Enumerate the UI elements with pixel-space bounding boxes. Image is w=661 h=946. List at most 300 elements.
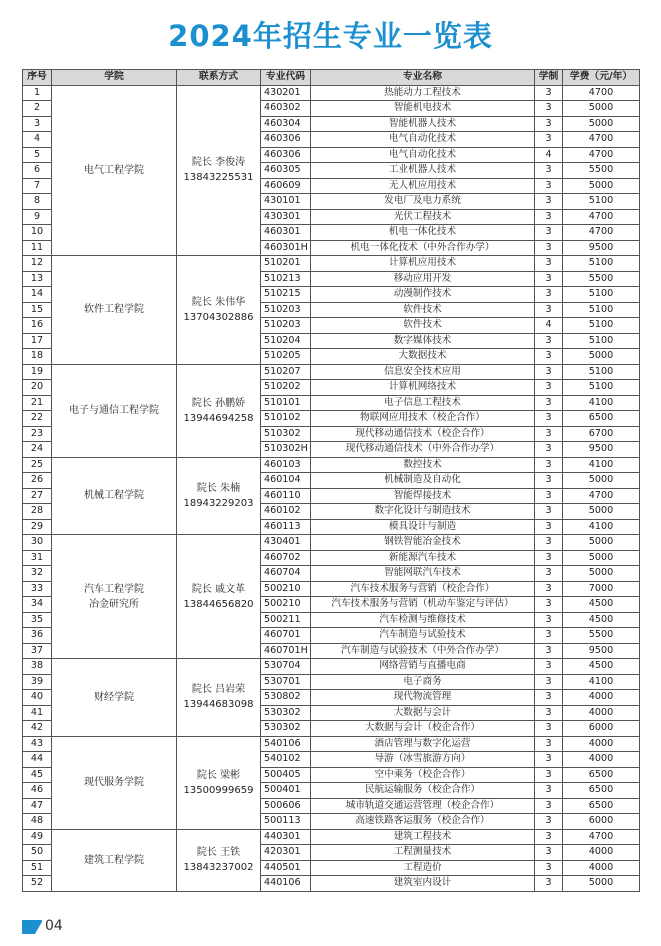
cell-major: 工程造价	[311, 860, 535, 876]
cell-seq: 12	[23, 256, 52, 272]
cell-seq: 41	[23, 705, 52, 721]
cell-seq: 9	[23, 209, 52, 225]
cell-years: 3	[535, 271, 563, 287]
cell-code: 460302	[261, 101, 311, 117]
table-row	[23, 85, 640, 101]
cell-seq: 26	[23, 473, 52, 489]
cell-years: 3	[535, 194, 563, 210]
cell-years: 3	[535, 550, 563, 566]
cell-years: 3	[535, 442, 563, 458]
cell-fee: 4100	[563, 519, 640, 535]
cell-major: 城市轨道交通运营管理（校企合作）	[311, 798, 535, 814]
header-contact: 联系方式	[177, 70, 261, 86]
cell-code: 540102	[261, 752, 311, 768]
cell-code: 510203	[261, 302, 311, 318]
cell-years: 3	[535, 256, 563, 272]
cell-major: 现代物流管理	[311, 690, 535, 706]
cell-seq: 8	[23, 194, 52, 210]
cell-code: 440501	[261, 860, 311, 876]
cell-seq: 42	[23, 721, 52, 737]
cell-years: 4	[535, 147, 563, 163]
table-row	[23, 535, 640, 551]
cell-major: 民航运输服务（校企合作）	[311, 783, 535, 799]
cell-college: 财经学院	[52, 659, 177, 737]
cell-years: 3	[535, 457, 563, 473]
cell-fee: 6500	[563, 783, 640, 799]
cell-college: 软件工程学院	[52, 256, 177, 365]
cell-college: 电气工程学院	[52, 85, 177, 256]
cell-seq: 30	[23, 535, 52, 551]
cell-seq: 28	[23, 504, 52, 520]
cell-code: 460306	[261, 132, 311, 148]
cell-seq: 6	[23, 163, 52, 179]
contact-person: 院长 李俊涛	[191, 157, 246, 169]
cell-seq: 10	[23, 225, 52, 241]
cell-major: 现代移动通信技术（中外合作办学）	[311, 442, 535, 458]
cell-years: 3	[535, 519, 563, 535]
cell-code: 510204	[261, 333, 311, 349]
cell-major: 数控技术	[311, 457, 535, 473]
cell-fee: 4700	[563, 147, 640, 163]
cell-major: 大数据技术	[311, 349, 535, 365]
cell-code: 460104	[261, 473, 311, 489]
table-row	[23, 659, 640, 675]
cell-fee: 5100	[563, 318, 640, 334]
cell-fee: 6500	[563, 798, 640, 814]
cell-fee: 5500	[563, 271, 640, 287]
cell-fee: 5100	[563, 333, 640, 349]
cell-major: 网络营销与直播电商	[311, 659, 535, 675]
cell-years: 3	[535, 411, 563, 427]
cell-seq: 18	[23, 349, 52, 365]
cell-seq: 34	[23, 597, 52, 613]
cell-fee: 5100	[563, 194, 640, 210]
cell-major: 汽车制造与试验技术（中外合作办学）	[311, 643, 535, 659]
cell-seq: 22	[23, 411, 52, 427]
cell-college: 汽车工程学院 冶金研究所	[52, 535, 177, 659]
cell-contact	[177, 829, 261, 891]
cell-seq: 21	[23, 395, 52, 411]
cell-fee: 6500	[563, 767, 640, 783]
cell-seq: 36	[23, 628, 52, 644]
contact-phone: 18943229203	[183, 497, 254, 509]
cell-years: 3	[535, 426, 563, 442]
cell-years: 3	[535, 767, 563, 783]
cell-fee: 4000	[563, 705, 640, 721]
cell-major: 空中乘务（校企合作）	[311, 767, 535, 783]
cell-seq: 43	[23, 736, 52, 752]
cell-fee: 6700	[563, 426, 640, 442]
cell-code: 510102	[261, 411, 311, 427]
cell-fee: 5000	[563, 504, 640, 520]
cell-seq: 40	[23, 690, 52, 706]
cell-contact	[177, 364, 261, 457]
cell-years: 3	[535, 163, 563, 179]
cell-years: 3	[535, 349, 563, 365]
cell-major: 建筑工程技术	[311, 829, 535, 845]
cell-code: 460704	[261, 566, 311, 582]
cell-seq: 39	[23, 674, 52, 690]
cell-seq: 15	[23, 302, 52, 318]
cell-major: 智能机器人技术	[311, 116, 535, 132]
cell-fee: 5100	[563, 302, 640, 318]
cell-fee: 4100	[563, 457, 640, 473]
cell-major: 软件技术	[311, 318, 535, 334]
cell-fee: 5100	[563, 287, 640, 303]
cell-years: 3	[535, 566, 563, 582]
cell-fee: 5100	[563, 256, 640, 272]
cell-code: 530302	[261, 721, 311, 737]
header-years: 学制	[535, 70, 563, 86]
cell-code: 530701	[261, 674, 311, 690]
cell-years: 3	[535, 302, 563, 318]
cell-years: 3	[535, 101, 563, 117]
cell-college: 现代服务学院	[52, 736, 177, 829]
cell-seq: 47	[23, 798, 52, 814]
cell-seq: 3	[23, 116, 52, 132]
cell-years: 4	[535, 318, 563, 334]
cell-major: 机电一体化技术	[311, 225, 535, 241]
cell-major: 智能焊接技术	[311, 488, 535, 504]
cell-code: 460113	[261, 519, 311, 535]
cell-major: 模具设计与制造	[311, 519, 535, 535]
cell-seq: 48	[23, 814, 52, 830]
cell-fee: 9500	[563, 442, 640, 458]
cell-code: 530704	[261, 659, 311, 675]
cell-years: 3	[535, 240, 563, 256]
cell-years: 3	[535, 798, 563, 814]
cell-seq: 44	[23, 752, 52, 768]
majors-table	[22, 69, 640, 892]
cell-fee: 4700	[563, 132, 640, 148]
cell-major: 软件技术	[311, 302, 535, 318]
cell-major: 光伏工程技术	[311, 209, 535, 225]
cell-major: 导游（冰雪旅游方向）	[311, 752, 535, 768]
cell-code: 510205	[261, 349, 311, 365]
cell-college: 建筑工程学院	[52, 829, 177, 891]
cell-code: 460102	[261, 504, 311, 520]
cell-years: 3	[535, 535, 563, 551]
cell-code: 460609	[261, 178, 311, 194]
cell-seq: 5	[23, 147, 52, 163]
cell-seq: 29	[23, 519, 52, 535]
cell-seq: 14	[23, 287, 52, 303]
cell-years: 3	[535, 597, 563, 613]
cell-code: 460301H	[261, 240, 311, 256]
cell-years: 3	[535, 380, 563, 396]
cell-years: 3	[535, 287, 563, 303]
contact-phone: 13843225531	[183, 172, 254, 184]
cell-major: 无人机应用技术	[311, 178, 535, 194]
cell-code: 510201	[261, 256, 311, 272]
cell-years: 3	[535, 705, 563, 721]
cell-fee: 4500	[563, 612, 640, 628]
cell-years: 3	[535, 674, 563, 690]
contact-phone: 13944683098	[183, 699, 254, 711]
cell-code: 460304	[261, 116, 311, 132]
cell-years: 3	[535, 488, 563, 504]
cell-code: 460103	[261, 457, 311, 473]
cell-years: 3	[535, 612, 563, 628]
cell-seq: 13	[23, 271, 52, 287]
cell-seq: 7	[23, 178, 52, 194]
cell-seq: 52	[23, 876, 52, 892]
cell-code: 460306	[261, 147, 311, 163]
cell-major: 计算机应用技术	[311, 256, 535, 272]
cell-years: 3	[535, 659, 563, 675]
cell-seq: 23	[23, 426, 52, 442]
cell-years: 3	[535, 504, 563, 520]
cell-contact	[177, 736, 261, 829]
cell-years: 3	[535, 581, 563, 597]
cell-fee: 5100	[563, 364, 640, 380]
cell-seq: 33	[23, 581, 52, 597]
cell-major: 大数据与会计（校企合作）	[311, 721, 535, 737]
cell-major: 高速铁路客运服务（校企合作）	[311, 814, 535, 830]
cell-code: 510203	[261, 318, 311, 334]
cell-years: 3	[535, 178, 563, 194]
cell-seq: 4	[23, 132, 52, 148]
cell-major: 计算机网络技术	[311, 380, 535, 396]
cell-code: 460305	[261, 163, 311, 179]
cell-major: 新能源汽车技术	[311, 550, 535, 566]
cell-code: 530802	[261, 690, 311, 706]
cell-code: 510213	[261, 271, 311, 287]
contact-person: 院长 梁彬	[196, 769, 241, 781]
contact-phone: 13944694258	[183, 412, 254, 424]
cell-fee: 4500	[563, 597, 640, 613]
cell-fee: 5000	[563, 566, 640, 582]
cell-fee: 4700	[563, 209, 640, 225]
cell-code: 500606	[261, 798, 311, 814]
cell-seq: 35	[23, 612, 52, 628]
cell-major: 钢铁智能冶金技术	[311, 535, 535, 551]
cell-fee: 5000	[563, 535, 640, 551]
cell-code: 460701H	[261, 643, 311, 659]
cell-seq: 20	[23, 380, 52, 396]
cell-years: 3	[535, 116, 563, 132]
cell-code: 510215	[261, 287, 311, 303]
cell-major: 物联网应用技术（校企合作）	[311, 411, 535, 427]
cell-years: 3	[535, 783, 563, 799]
cell-major: 工业机器人技术	[311, 163, 535, 179]
cell-contact	[177, 85, 261, 256]
cell-major: 智能机电技术	[311, 101, 535, 117]
cell-fee: 4700	[563, 488, 640, 504]
cell-fee: 4700	[563, 225, 640, 241]
cell-major: 数字化设计与制造技术	[311, 504, 535, 520]
cell-major: 机电一体化技术（中外合作办学）	[311, 240, 535, 256]
cell-code: 500113	[261, 814, 311, 830]
cell-years: 3	[535, 225, 563, 241]
cell-seq: 2	[23, 101, 52, 117]
cell-major: 信息安全技术应用	[311, 364, 535, 380]
cell-major: 现代移动通信技术（校企合作）	[311, 426, 535, 442]
table-row	[23, 457, 640, 473]
cell-code: 510202	[261, 380, 311, 396]
cell-fee: 6000	[563, 814, 640, 830]
cell-fee: 4000	[563, 860, 640, 876]
cell-major: 汽车技术服务与营销（校企合作）	[311, 581, 535, 597]
table-header-row	[23, 70, 640, 86]
cell-major: 酒店管理与数字化运营	[311, 736, 535, 752]
cell-code: 460702	[261, 550, 311, 566]
cell-fee: 5000	[563, 116, 640, 132]
table-row	[23, 364, 640, 380]
cell-years: 3	[535, 85, 563, 101]
cell-major: 数字媒体技术	[311, 333, 535, 349]
cell-code: 540106	[261, 736, 311, 752]
cell-years: 3	[535, 721, 563, 737]
cell-college: 机械工程学院	[52, 457, 177, 535]
table-row	[23, 829, 640, 845]
cell-contact	[177, 535, 261, 659]
cell-major: 汽车制造与试验技术	[311, 628, 535, 644]
table-body	[23, 85, 640, 891]
cell-seq: 25	[23, 457, 52, 473]
contact-phone: 13704302886	[183, 311, 254, 323]
cell-code: 510302H	[261, 442, 311, 458]
cell-code: 500405	[261, 767, 311, 783]
contact-person: 院长 朱楠	[196, 482, 241, 494]
cell-fee: 5000	[563, 101, 640, 117]
cell-seq: 46	[23, 783, 52, 799]
cell-code: 430101	[261, 194, 311, 210]
cell-major: 发电厂及电力系统	[311, 194, 535, 210]
cell-years: 3	[535, 643, 563, 659]
cell-fee: 4000	[563, 690, 640, 706]
cell-fee: 5500	[563, 163, 640, 179]
cell-major: 智能网联汽车技术	[311, 566, 535, 582]
cell-seq: 32	[23, 566, 52, 582]
page-number: 04	[45, 918, 63, 934]
cell-major: 电气自动化技术	[311, 147, 535, 163]
cell-years: 3	[535, 876, 563, 892]
cell-years: 3	[535, 690, 563, 706]
contact-person: 院长 孙鹏娇	[191, 397, 246, 409]
cell-years: 3	[535, 736, 563, 752]
cell-code: 440301	[261, 829, 311, 845]
cell-years: 3	[535, 132, 563, 148]
cell-seq: 45	[23, 767, 52, 783]
cell-seq: 38	[23, 659, 52, 675]
cell-fee: 5000	[563, 876, 640, 892]
cell-major: 移动应用开发	[311, 271, 535, 287]
cell-years: 3	[535, 473, 563, 489]
cell-code: 440106	[261, 876, 311, 892]
cell-years: 3	[535, 364, 563, 380]
cell-fee: 4700	[563, 829, 640, 845]
cell-major: 电气自动化技术	[311, 132, 535, 148]
cell-code: 460110	[261, 488, 311, 504]
cell-seq: 11	[23, 240, 52, 256]
cell-fee: 4000	[563, 736, 640, 752]
cell-seq: 24	[23, 442, 52, 458]
table-row	[23, 736, 640, 752]
cell-major: 机械制造及自动化	[311, 473, 535, 489]
cell-contact	[177, 457, 261, 535]
cell-code: 510101	[261, 395, 311, 411]
header-seq: 序号	[23, 70, 52, 86]
contact-person: 院长 戚文革	[191, 583, 246, 595]
cell-years: 3	[535, 814, 563, 830]
cell-seq: 19	[23, 364, 52, 380]
cell-fee: 5000	[563, 178, 640, 194]
cell-fee: 6000	[563, 721, 640, 737]
cell-fee: 5000	[563, 473, 640, 489]
cell-fee: 6500	[563, 411, 640, 427]
cell-fee: 5100	[563, 380, 640, 396]
cell-code: 500211	[261, 612, 311, 628]
cell-major: 电子信息工程技术	[311, 395, 535, 411]
cell-code: 460301	[261, 225, 311, 241]
header-college: 学院	[52, 70, 177, 86]
cell-fee: 9500	[563, 240, 640, 256]
cell-major: 大数据与会计	[311, 705, 535, 721]
cell-major: 电子商务	[311, 674, 535, 690]
cell-fee: 7000	[563, 581, 640, 597]
cell-code: 530302	[261, 705, 311, 721]
cell-years: 3	[535, 395, 563, 411]
cell-years: 3	[535, 209, 563, 225]
header-code: 专业代码	[261, 70, 311, 86]
cell-contact	[177, 256, 261, 365]
cell-fee: 4000	[563, 845, 640, 861]
cell-contact	[177, 659, 261, 737]
cell-seq: 27	[23, 488, 52, 504]
contact-person: 院长 吕岩荣	[191, 684, 246, 696]
cell-years: 3	[535, 628, 563, 644]
cell-seq: 1	[23, 85, 52, 101]
page-corner-icon	[22, 920, 42, 934]
cell-seq: 51	[23, 860, 52, 876]
cell-seq: 37	[23, 643, 52, 659]
contact-person: 院长 朱伟华	[191, 296, 246, 308]
cell-major: 动漫制作技术	[311, 287, 535, 303]
cell-major: 热能动力工程技术	[311, 85, 535, 101]
cell-seq: 16	[23, 318, 52, 334]
contact-phone: 13844656820	[183, 598, 254, 610]
cell-years: 3	[535, 333, 563, 349]
cell-major: 汽车检测与维修技术	[311, 612, 535, 628]
cell-major: 汽车技术服务与营销（机动车鉴定与评估）	[311, 597, 535, 613]
contact-phone: 13843237002	[183, 862, 254, 873]
cell-code: 510207	[261, 364, 311, 380]
cell-major: 工程测量技术	[311, 845, 535, 861]
cell-code: 430201	[261, 85, 311, 101]
contact-person: 院长 王铁	[196, 847, 241, 858]
cell-code: 500210	[261, 597, 311, 613]
cell-years: 3	[535, 845, 563, 861]
cell-years: 3	[535, 752, 563, 768]
cell-seq: 49	[23, 829, 52, 845]
cell-code: 510302	[261, 426, 311, 442]
page-title: 2024年招生专业一览表	[168, 19, 493, 53]
cell-years: 3	[535, 829, 563, 845]
cell-major: 建筑室内设计	[311, 876, 535, 892]
header-fee: 学费（元/年）	[563, 70, 640, 86]
cell-seq: 17	[23, 333, 52, 349]
cell-college: 电子与通信工程学院	[52, 364, 177, 457]
cell-code: 500210	[261, 581, 311, 597]
cell-code: 430301	[261, 209, 311, 225]
cell-fee: 5000	[563, 550, 640, 566]
cell-code: 420301	[261, 845, 311, 861]
cell-fee: 9500	[563, 643, 640, 659]
cell-code: 430401	[261, 535, 311, 551]
header-major: 专业名称	[311, 70, 535, 86]
cell-code: 460701	[261, 628, 311, 644]
